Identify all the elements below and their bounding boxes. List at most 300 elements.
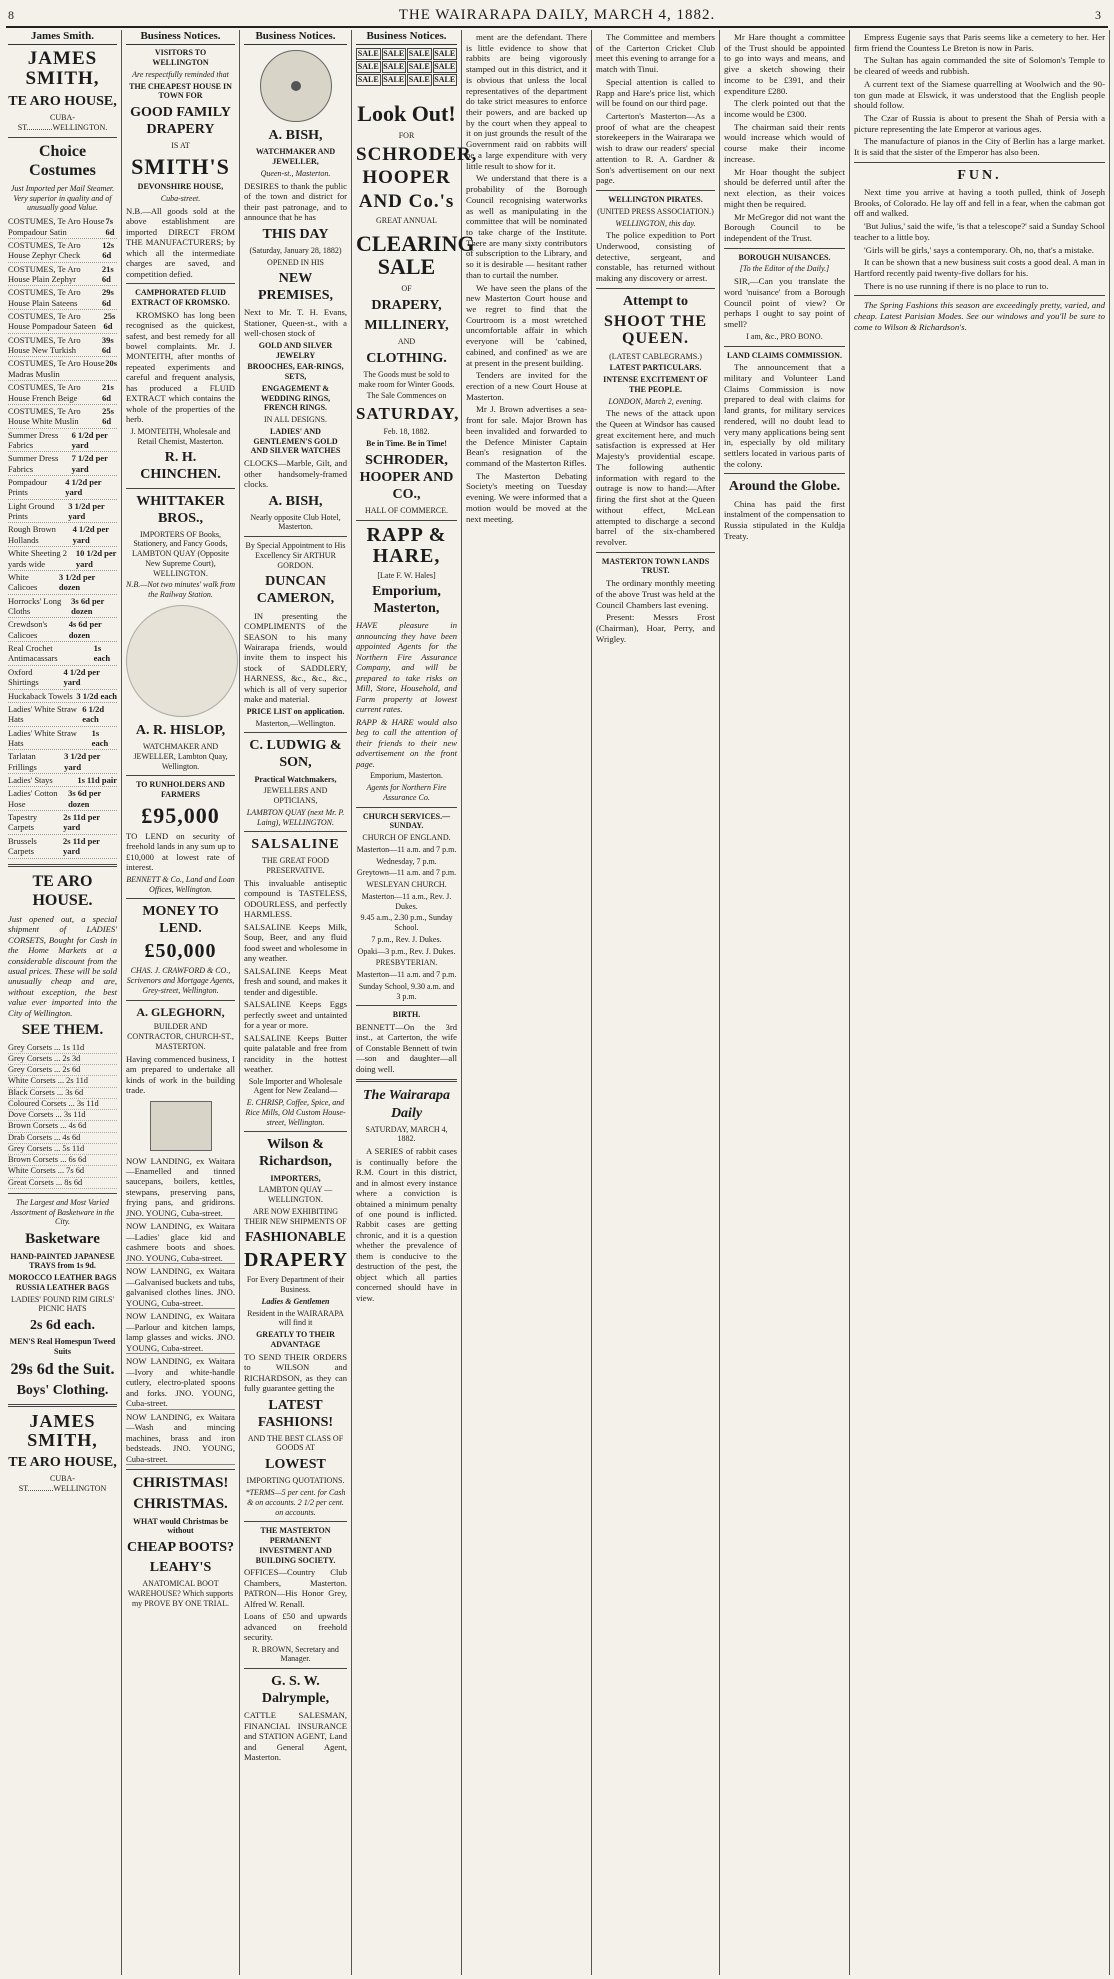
feb-date: Feb. 18, 1882. [383,427,430,437]
devonshire-house: DEVONSHIRE HOUSE, [137,182,224,192]
price-row [8,727,117,751]
lend-amount: £95,000 [141,802,220,828]
latest-particulars: LATEST PARTICULARS. [609,363,702,373]
permanent-text: OFFICES—Country Club Chambers, Masterton. PATRON—His Honor Grey, Alfred W. Renall. [244,1567,347,1609]
reminded-text: Are respectfully reminded that [132,69,229,79]
bish-name: A. BISH, [268,128,323,144]
price-value: 6 1/2d per yard [71,429,108,450]
news-paragraph: ment are the defendant. There is little evidence to show that rabbits are being vigorously stamped out in this district, and it is obvious that unless the local representatives of the department do take strict measures to enforce their powers, and are backed up by the court when they appeal to it on just grounds the result of the Government raid on rabbits will be a large expenditure with very little result to show for it. [466,32,587,171]
watches: LADIES' AND GENTLEMEN'S GOLD AND SILVER WATCHES [250,426,341,456]
basketware-subtitle: The Largest and Most Varied Assortment of Basketware in the City. [10,1197,115,1227]
christmas-heading: CHRISTMAS! [132,1475,229,1492]
corset-item: Grey Corsets ... 2s 6d [8,1065,117,1076]
store-name: TE ARO HOUSE, [8,94,117,110]
price-label: White Calicoes [8,571,38,593]
church-line: Masterton—11 a.m., Rev. J. Dukes. [361,891,452,911]
page-number-right: 3 [1095,8,1102,22]
bish-address-2: Nearly opposite Club Hotel, Masterton. [250,512,341,532]
borough-nuisances-heading: BOROUGH NUISANCES. [738,252,831,262]
sale-cell: SALE [383,49,405,59]
price-label: Light Ground Prints [8,500,55,522]
price-row [8,835,117,859]
now-landing-item: NOW LANDING, ex Waitara—Ivory and white-handle cutlery, electro-plated spoons and forks. JNO. YOUNG, Cuba-street. [126,1356,235,1409]
price-row [8,787,117,811]
importing-quotations: IMPORTING QUOTATIONS. [246,1476,345,1486]
salsaline-uses [244,922,347,1075]
church-line: PRESBYTERIAN. [375,958,438,968]
corset-item: White Corsets ... 2s 11d [8,1076,117,1087]
dalrymple-sub: CATTLE SALESMAN, FINANCIAL INSURANCE and STATION AGENT, Land and General Agent, Masterton. [244,1710,347,1763]
cheapest-house: THE CHEAPEST HOUSE IN TOWN FOR [129,81,232,101]
bennett-address: BENNETT & Co., Land and Loan Offices, Wellington. [126,874,235,894]
wilson-address: LAMBTON QUAY — WELLINGTON. [258,1185,333,1205]
salsaline-use: SALSALINE Keeps Eggs perfectly sweet and untainted for a year or more. [244,999,347,1031]
price-value: 1s each [93,643,111,664]
now-landing-item: NOW LANDING, ex Waitara—Wash and mincing machines, brass and iron bedsteads. JNO. YOUNG, Cuba-street. [126,1411,235,1464]
price-label: Summer Dress Fabrics [8,429,59,450]
news-paragraph: Mr Hoar thought the subject should be deferred until after the next election, as their voices might then be required. [724,166,845,209]
greatly-advantage: GREATLY TO THEIR ADVANTAGE [256,1330,335,1349]
price-label: Summer Dress Fabrics [8,453,59,474]
birth-text: BENNETT—On the 3rd inst., at Carterton, the wife of Constable Bennett of twin—son and daughter—all doing well. [356,1022,457,1074]
price-label: COSTUMES, Te Aro House Plain Zephyr [8,263,81,284]
of-label: OF [401,284,412,294]
birth-heading: BIRTH. [392,1010,421,1020]
column-james-smith [4,30,122,1975]
dalrymple-name: G. S. W. Dalrymple, [261,1674,330,1707]
permanent-society: THE MASTERTON PERMANENT INVESTMENT AND BUILDING SOCIETY. [255,1526,336,1565]
this-day: THIS DAY [262,226,329,242]
agent-name: R. H. CHINCHEN. [140,450,221,483]
whittaker-sub: IMPORTERS OF Books, Stationery, and Fancy Goods, LAMBTON QUAY (Opposite New Supreme Court), WELLINGTON. [131,529,230,578]
corset-item: Grey Corsets ... 5s 11d [8,1144,117,1155]
column-news-3 [720,30,850,1975]
now-landing-list [126,1156,235,1466]
price-value: 3 1/2d each [76,690,117,701]
price-list [8,215,117,858]
price-value: 2s 11d per yard [63,812,100,833]
price-label: Brussels Carpets [8,835,37,857]
church-line: Masterton—11 a.m. and 7 p.m. [356,844,457,854]
column-business-notices-2 [240,30,352,1975]
ludwig-address: LAMBTON QUAY (next Mr. P. Laing), WELLINGTON. [246,807,345,827]
price-label: White Sheeting 2 yards wide [8,548,68,569]
monteith-address: J. MONTEITH, Wholesale and Retail Chemist, Masterton. [130,426,231,446]
price-value: 1s 11d pair [77,775,117,786]
advertiser-name-footer: JAMES SMITH, [27,1411,98,1451]
gleghorn-text: Having commenced business, I am prepared to undertake all kinds of work in the building trade. [126,1053,235,1096]
schroder: SCHRODER, [356,143,478,165]
price-label: COSTUMES, Te Aro House Plain Sateens [8,287,81,308]
leather-bags: MOROCCO LEATHER BAGS RUSSIA LEATHER BAGS [8,1273,117,1292]
price-row [8,690,117,703]
price-value: 3 1/2d per dozen [58,571,96,593]
price-row [8,405,117,429]
spring-fashions: The Spring Fashions this season are exceedingly pretty, varied, and cheap. Latest Parisian Modes. See our windows and you'll be sure to come to Wilson & Richardson's. [854,300,1105,332]
price-row [8,642,117,666]
salsaline-use: SALSALINE Keeps Milk, Soup, Beer, and any fluid food sweet and wholesome in any weather. [244,921,347,964]
church-heading: CHURCH SERVICES.—SUNDAY. [362,811,451,831]
new-premises: NEW PREMISES, [257,271,334,304]
price-value: 39s 6d [101,334,114,356]
price-row [8,476,117,500]
smiths-heading: SMITH'S [131,154,230,180]
price-label: Crewdson's Calicoes [8,619,48,640]
store-address: CUBA-ST.............WELLINGTON. [17,113,108,133]
sale-commences: The Sale Commences on [366,391,447,401]
japanese-trays: HAND-PAINTED JAPANESE TRAYS from 1s 9d. [10,1251,115,1271]
price-label: Oxford Shirtings [8,666,39,688]
saturday: SATURDAY, [356,404,460,424]
price-value: 25s 6d [102,405,114,427]
latest-cablegrams: (LATEST CABLEGRAMS.) [609,351,702,361]
pocket-watch-icon [260,50,332,122]
cuba-street: Cuba-street. [160,193,201,203]
wellington-dateline: WELLINGTON, this day. [615,218,696,228]
corset-item: Grey Corsets ... 1s 11d [8,1043,117,1054]
price-value: 4s 6d per dozen [68,619,102,640]
column-business-notices-3 [352,30,478,1975]
now-landing-item: NOW LANDING, ex Waitara—Enamelled and tinned saucepans, boilers, kettles, stewpans, preserving pans, frying pans, and gridirons. JNO. YOUNG, Cuba-street. [126,1155,235,1218]
news-paragraph: Mr J. Brown advertises a sea-front for sale. Major Brown has been invalided and forwarded to the Defence Minister Captain Bean's resignation of the command of the Masterton Rifles. [466,404,587,469]
price-value: 7 1/2d per yard [71,453,108,474]
price-value: 21s 6d [101,263,114,284]
corset-item: Brown Corsets ... 6s 6d [8,1155,117,1166]
town-lands-heading: MASTERTON TOWN LANDS TRUST. [601,556,710,576]
gleghorn-name: A. GLEGHORN, [136,1004,225,1019]
price-row [8,595,117,619]
schroder-footer: SCHRODER, HOOPER AND CO., [359,452,454,502]
price-label: Huckaback Towels [8,690,73,701]
price-value: 3s 6d per dozen [71,595,105,616]
letter-text: SIR,—Can you translate the word 'nuisance' from a Borough Council point of view? Or perhaps I ought to say point of smell? [724,276,845,330]
column-heading: James Smith. [8,30,117,45]
news-paragraph: Carterton's Masterton—As a proof of what are the cheapest storekeepers in the Wairarapa we wish to draw our readers' special attention to R. A. Gardner & Son's advertisement on our next page. [596,111,715,186]
price-row [8,571,117,595]
price-row [8,310,117,334]
bish-address: Queen-st., Masterton. [260,168,331,178]
fun-paragraph: Next time you arrive at having a tooth pulled, think of Joseph Brooks, of Colorado. He lay off and fell in a fear, when the cabman got off and walked. [854,186,1105,219]
price-value: 3 1/2d per yard [68,500,105,522]
price-label: COSTUMES, Te Aro House Madras Muslin [8,358,105,379]
wilson-name: Wilson & Richardson, [259,1137,332,1170]
picnic-hats: LADIES' FOUND RIM GIRLS' PICNIC HATS [10,1294,115,1314]
price-value: 10 1/2d per yard [75,548,117,569]
salsaline-use: SALSALINE Keeps Butter quite palatable and free from rancidity in the hottest weather. [244,1032,347,1075]
lend-text: TO LEND on security of freehold lands in any sum up to £10,000 at lowest rate of interest. [126,830,235,873]
pirates-heading: WELLINGTON PIRATES. [608,195,703,205]
hislop-name: A. R. HISLOP, [135,722,226,738]
price-row [8,618,117,642]
sale-cell: SALE [357,49,379,59]
news-paragraph: The chairman said their rents would increase which would of course make their income increase. [724,121,845,164]
bish-text: DESIRES to thank the public of the town and district for their past patronage, and to announce that he has [244,180,347,223]
clocks: CLOCKS—Marble, Gilt, and other handsomely-framed clocks. [244,458,347,490]
visitors-heading: VISITORS TO WELLINGTON [152,48,209,68]
price-value: 3 1/2d per yard [64,751,101,772]
price-value: 12s 6d [102,239,115,261]
advertiser-name: JAMES SMITH, [25,48,100,90]
corset-item: Brown Corsets ... 4s 6d [8,1121,117,1132]
news-paragraph: We understand that there is a probability of the Borough Council recognising waterworks as well as manipulating in the committee that will be nominated to take charge of the Institute. There are many sixty contributors of subscription to the Library, and so it is desirable — hesitant rather than to curtail the number. [466,173,587,280]
price-value: 1s each [91,727,109,748]
price-label: Horrocks' Long Cloths [8,595,62,616]
rapp-text-2: RAPP & HARE would also beg to call the attention of their friends to their new advertisement on the front page. [356,716,457,769]
now-landing-item: NOW LANDING, ex Waitara—Ladies' glace kid and cashmere boots and shoes. JNO. YOUNG, Cuba-street. [126,1221,235,1263]
salsaline-use: SALSALINE Keeps Meat fresh and sound, and makes it tender and digestible. [244,965,347,997]
price-row [8,452,117,476]
latest-fashions: LATEST FASHIONS! [257,1397,334,1430]
town-lands-present: Present: Messrs Frost (Chairman), Hoar, Perry, and Wrigley. [596,612,715,644]
salsaline-agent: Sole Importer and Wholesale Agent for New Zealand— [248,1076,343,1096]
price-label: COSTUMES, Te Aro House New Turkish [8,334,81,356]
price-row [8,811,117,835]
price-label: COSTUMES, Te Aro House Zephyr Check [8,239,81,261]
whittaker-name: WHITTAKER BROS., [136,493,225,526]
price-value: 29s 6d [102,287,114,308]
salsaline-text: This invaluable antiseptic compound is TASTELESS, ODOURLESS, and perfectly HARMLESS. [244,877,347,920]
corset-item: Black Corsets ... 3s 6d [8,1088,117,1099]
fun-paragraph: 'Girls will be girls,' says a contemporary. Oh, no, that's a mistake. [864,244,1094,255]
crawford-address: CHAS. J. CRAWFORD & CO., Scrivenors and Mortgage Agents, Grey-street, Wellington. [126,966,235,995]
news-paragraph: The Committee and members of the Carterton Cricket Club meet this evening to arrange for a match with Tinui. [596,32,715,75]
now-landing-item: NOW LANDING, ex Waitara—Galvanised buckets and tubs, galvanised clothes lines. JNO. YOUNG, Cuba-street. [126,1266,235,1308]
land-claims-heading: LAND CLAIMS COMMISSION. [727,350,842,360]
camphorated-heading: CAMPHORATED FLUID EXTRACT OF KROMSKO. [131,288,230,307]
church-line: Wednesday, 7 p.m. [376,856,437,866]
price-label: COSTUMES, Te Aro House Pompadour Satin [8,216,105,237]
price-row [8,666,117,690]
bish-date: (Saturday, January 28, 1882) [249,245,342,255]
land-claims-text: The announcement that a military and Volunteer Land Claims Commission is now prepared to deal with claims for land grants, for military services rendered, will no doubt lead to very many applications being sent in, especially by old military settlers located in various parts of the colony. [724,362,845,469]
brooches: BROOCHES, EAR-RINGS, SETS, [247,362,344,382]
cheap-boots: CHEAP BOOTS? [127,1540,234,1556]
price-row [8,215,117,239]
drapery: DRAPERY, [371,298,442,313]
column-news-2 [592,30,720,1975]
price-value: 2s 11d per yard [63,835,100,857]
clothing: CLOTHING. [366,350,447,366]
church-line: WESLEYAN CHURCH. [366,880,447,889]
mens-suits: MEN'S Real Homespun Tweed Suits [9,1337,116,1356]
column-heading: Business Notices. [356,30,457,45]
rapp-hare: RAPP & HARE, [366,523,447,567]
pirates-text: The police expedition to Port Underwood, consisting of detective, sergeant, and constable, has returned without making any discovery or arrest. [596,230,715,284]
price-label: COSTUMES, Te Aro House White Muslin [8,405,81,427]
terms: *TERMS—5 per cent. for Cash & on accounts. 2 1/2 per cent. on accounts. [245,1488,346,1517]
church-line: 7 p.m., Rev. J. Dukes. [371,934,442,944]
rings: ENGAGEMENT & WEDDING RINGS, FRENCH RINGS. [260,383,331,413]
price-value: 21s 6d [102,382,114,403]
news-paragraph: Mr McGregor did not want the Borough Council to be independent of the Trust. [724,211,845,243]
wilson-sub: IMPORTERS, [270,1173,321,1183]
lowest: LOWEST [265,1457,326,1473]
fun-paragraph: It can be shown that a new business suit costs a good deal. A man in Hartford recently paid twenty-five dollars for his. [854,257,1105,279]
hooper: HOOPER [362,167,451,189]
christmas-heading-2: CHRISTMAS. [133,1496,228,1513]
price-label: Ladies' Stays [8,775,53,786]
cameron-text: IN presenting the COMPLIMENTS of the SEASON to his many Wairarapa friends, would invite them to inspect his stock of SADDLERY, HARNESS, &c., &c., &c., which is all of very superior make and material. [244,610,347,705]
price-row [8,286,117,310]
best-class: AND THE BEST CLASS OF GOODS AT [247,1433,344,1453]
fashionable: FASHIONABLE [245,1230,346,1246]
sale-grid [356,48,457,85]
news-paragraph: The manufacture of pianos in the City of Berlin has a large market. It is said that the sister of the Emperor has also been. [854,136,1105,158]
price-row [8,239,117,263]
sale-cell: SALE [357,62,379,72]
column-business-notices-1 [122,30,240,1975]
letter-signature: I am, &c., PRO BONO. [746,331,823,341]
price-label: COSTUMES, Te Aro House French Beige [8,382,81,403]
salsaline-sub: THE GREAT FOOD PRESERVATIVE. [262,856,329,876]
sale-cell: SALE [434,49,456,59]
price-row [8,750,117,774]
cheap-boots-question: WHAT would Christmas be without [132,1516,229,1536]
kromsko-text: KROMSKO has long been recognised as the quickest, safest, and best remedy for all bowel complaints. Mr. J. MONTEITH, after months of repeated experiments and careful and frequent analysis, has produced a FLUID EXTRACT which contains the whole of the properties of the herb. [126,309,235,425]
bish-name-2: A. BISH, [268,493,323,509]
store-address-footer: CUBA-ST.............WELLINGTON [18,1474,107,1493]
news-paragraph: Mr Hare thought a committee of the Trust should be appointed to go into ways and means, and give a sketch showing their income to be £391, and their expenditure £280. [724,32,845,96]
goods-note: The Goods must be sold to make room for Winter Goods. [358,369,455,389]
price-value: 20s [105,358,117,369]
for-label: FOR [398,130,415,140]
be-in-time: Be in Time. Be in Time! [366,438,447,448]
ludwig-sub-2: JEWELLERS AND OPTICIANS, [263,786,328,806]
price-row [8,500,117,524]
hall-of-commerce: HALL OF COMMERCE. [364,505,449,515]
price-value: 25s 6d [103,311,116,332]
paper-title: The Wairarapa Daily [363,1088,450,1121]
smiths-nb: N.B.—All goods sold at the above establishment are imported DIRECT FROM THE MANUFACTURERS; by which all the intermediate charges are saved, and competition defied. [126,205,235,279]
price-row [8,523,117,547]
price-row [8,547,117,571]
corset-item: Dove Corsets ... 3s 11d [8,1110,117,1121]
news-paragraph: Empress Eugenie says that Paris seems like a cemetery to her. Her firm friend the Countess Le Breton is now in Paris. [854,32,1105,53]
corset-item: White Corsets ... 7s 6d [8,1166,117,1177]
sale-cell: SALE [383,74,405,84]
corset-list [8,1043,117,1189]
leahys-sub: ANATOMICAL BOOT WAREHOUSE? Which supports my PROVE BY ONE TRIAL. [127,1579,234,1608]
sale-cell: SALE [383,62,405,72]
price-row [8,703,117,727]
sale-cell: SALE [434,62,456,72]
column-heading: Business Notices. [244,30,347,45]
basketware-title: Basketware [25,1231,100,1248]
price-row [8,334,117,358]
resident: Resident in the WAIRARAPA will find it [247,1308,344,1328]
salsaline-title: SALSALINE [251,837,340,853]
church-services [356,833,457,1001]
queen-text: The news of the attack upon the Queen at Windsor has caused great excitement here, and much satisfaction is expressed at Her Majesty's providential escape. The following authentic information with regard to the outrage is now to hand:—After firing the first shot at the Queen without effect, McLean attempted to discharge a second barrel of the six-chambered revolver. [596,408,715,547]
mens-suits-price: 29s 6d the Suit. [10,1360,115,1378]
corset-shipment-text: Just opened out, a special shipment of LADIES' CORSETS, Bought for Cash in the Home Markets at a considerable discount from the usual prices. These will be sold unusually cheap and are, without exception, the best value ever imported into the City of Wellington. [8,913,117,1018]
press-association: (UNITED PRESS ASSOCIATION.) [597,206,714,216]
fun-heading: FUN. [957,167,1002,183]
premises-text: Next to Mr. T. H. Evans, Stationer, Queen-st., with a well-chosen stock of [244,307,347,339]
loans-text: Loans of £50 and upwards advanced on freehold security. [244,1611,347,1643]
price-value: 7s 6d [105,216,115,237]
news-paragraph: The Sultan has again commanded the site of Solomon's Temple to be cleared of weeds and rubbish. [854,55,1105,77]
hislop-sub: WATCHMAKER AND JEWELLER, Lambton Quay, Wellington. [133,742,228,771]
millinery: MILLINERY, [364,318,449,334]
intense-excitement: INTENSE EXCITEMENT OF THE PEOPLE. [603,375,708,394]
ladies-gentlemen: Ladies & Gentlemen [261,1296,330,1306]
price-label: Ladies' White Straw Hats [8,727,77,748]
great-annual: GREAT ANNUAL [376,216,437,226]
corset-item: Coloured Corsets ... 3s 11d [8,1099,117,1110]
store-name-repeat: TE ARO HOUSE. [32,872,93,910]
news-paragraph: The Czar of Russia is about to present the Shah of Persia with a picture representing the late Emperor at various ages. [854,113,1105,134]
price-list-note: PRICE LIST on application. [246,706,345,716]
whittaker-nb: N.B.—Not two minutes' walk from the Railway Station. [126,580,235,600]
price-value: 4 1/2d per yard [65,477,102,498]
sale-cell: SALE [408,62,430,72]
london-dateline: LONDON, March 2, evening. [608,396,703,406]
look-out: Look Out! [357,100,456,126]
church-line: CHURCH OF ENGLAND. [362,833,451,842]
price-row [8,429,117,453]
gleghorn-sub: BUILDER AND CONTRACTOR, CHURCH-ST., MASTERTON. [127,1022,234,1051]
now-landing-item: NOW LANDING, ex Waitara—Parlour and kitchen lamps, lamp glasses and wicks. JNO. YOUNG, Cuba-street. [126,1311,235,1353]
fun-paragraph: 'But Julius,' said the wife, 'is that a telescope?' said a Sunday School teacher to a little boy. [854,221,1105,242]
corset-item: Grey Corsets ... 2s 3d [8,1054,117,1065]
rapp-text: HAVE pleasure in announcing they have been appointed Agents for the Northern Fire Assurance Company, and will be prepared to take risks on Mill, Store, Household, and Farm property at lowest current rates. [356,620,457,715]
paper-date: SATURDAY, MARCH 4, 1882. [365,1124,448,1144]
corset-item: Great Corsets ... 8s 6d [8,1178,117,1189]
price-label: Tarlatan Frillings [8,751,37,772]
news-paragraph: Tenders are invited for the erection of a new Court House at Masterton. [466,370,587,402]
price-label: Rough Brown Hollands [8,524,56,545]
designs: IN ALL DESIGNS. [263,415,328,425]
price-value: 3s 6d per dozen [68,788,101,809]
costumes-subtitle: Just Imported per Mail Steamer. Very superior in quality and of unusually good Value. [10,183,115,213]
emporium: Emporium, Masterton, [372,584,441,617]
shoot-queen-heading: SHOOT THE QUEEN. [603,312,708,347]
bish-trade: WATCHMAKER AND JEWELLER, [255,147,336,167]
price-row [8,263,117,287]
opened-in: OPENED IN HIS [267,257,324,267]
and-cos: AND Co.'s [358,191,455,213]
sale-cell: SALE [408,74,430,84]
runholders-heading: TO RUNHOLDERS AND FARMERS [136,780,225,800]
news-paragraph: The Masterton Debating Society's meeting on Tuesday evening. We were informed that a motion would be moved at the next meeting. [466,470,587,524]
newspaper-title: THE WAIRARAPA DAILY, MARCH 4, 1882. [398,7,716,23]
store-name-footer: TE ARO HOUSE, [8,1454,117,1470]
town-lands-text: The ordinary monthly meeting of the above Trust was held at the Council Chambers last evening. [596,578,715,610]
is-at: IS AT [171,141,190,151]
and-label: AND [397,337,416,347]
see-them-heading: SEE THEM. [21,1022,104,1039]
price-value: 4 1/2d per yard [72,524,109,545]
leader-text: A SERIES of rabbit cases is continually before the R.M. Court in this district, and in almost every instance where a conviction is obtained a minimum penalty of one pound is inflicted. Rabbit cases are getting chronic, and it is a question whether the prevalence of them is conducive to the destruction of the pest, the object which all parties concerned should have in view. [356,1146,457,1303]
to-editor: [To the Editor of the Daily.] [739,264,830,274]
cameron-address: Masterton,—Wellington. [255,718,336,728]
fun-paragraph: There is no use running if there is no place to run to. [864,280,1049,291]
loans-signature: R. BROWN, Secretary and Manager. [252,1644,339,1664]
price-value: 4 1/2d per yard [63,666,100,688]
news-paragraph: Special attention is called to Rapp and Hare's price list, which will be found on our third page. [596,76,715,109]
drapery-heading: DRAPERY [244,1249,349,1272]
attempt-heading: Attempt to [623,293,688,309]
lend-amount-2: £50,000 [144,940,217,963]
church-line: Masterton—11 a.m. and 7 p.m. [356,970,457,979]
boys-clothing: Boys' Clothing. [16,1383,109,1399]
send-orders: TO SEND THEIR ORDERS to WILSON and RICHARDSON, as they can fully guarantee getting the [244,1351,347,1394]
around-globe-text: China has paid the first instalment of the compensation to Russia stipulated in the Kuldja Treaty. [724,498,845,541]
every-department: For Every Department of their Business. [246,1275,345,1295]
news-paragraph: We have seen the plans of the new Masterton Court house and we regret to find that the Courtroom is a most wretched uncomfortable affair in which everyone will be 'cabined, cabined, and confined' as we are at present in the present building. [466,282,587,368]
price-row [8,774,117,787]
